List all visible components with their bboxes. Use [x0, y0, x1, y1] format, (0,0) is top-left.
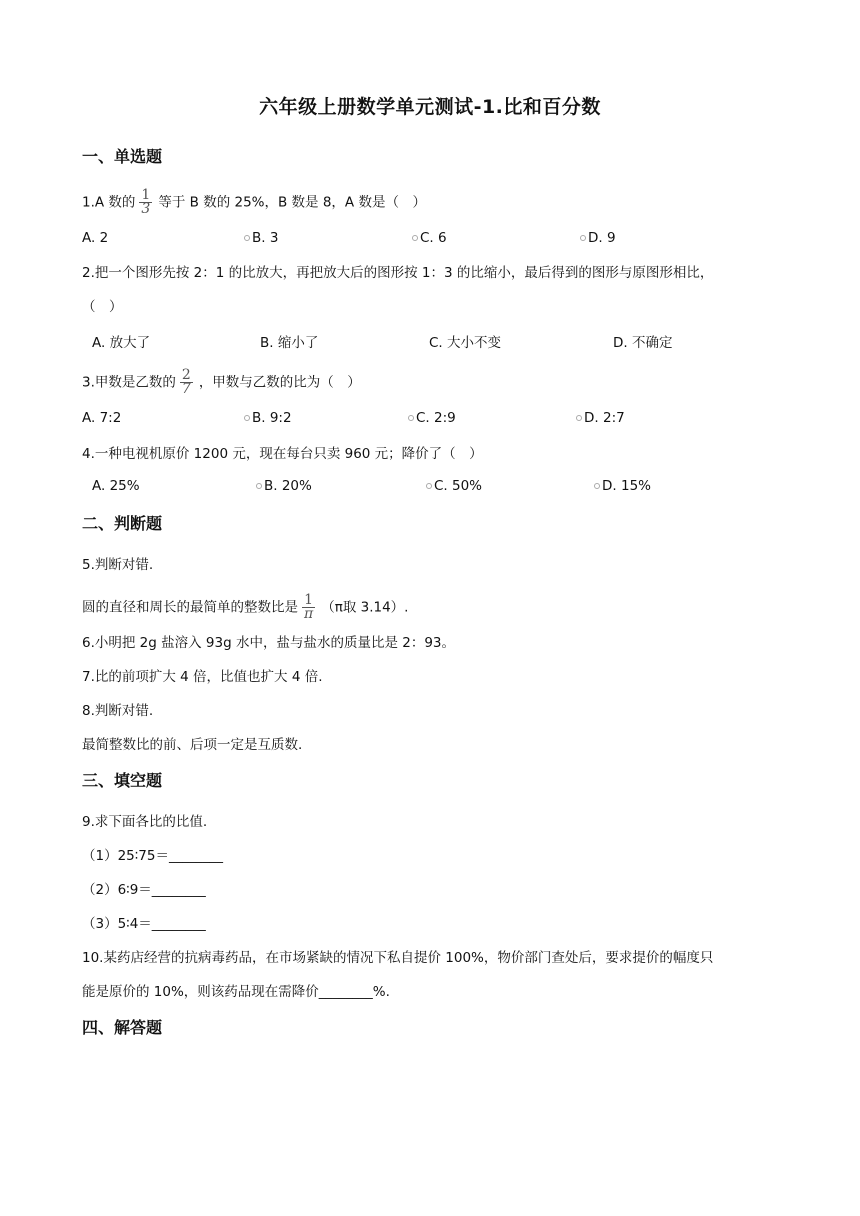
section-heading-single-choice: 一、单选题 [82, 147, 163, 166]
question-9-item-2: （2）6∶9＝________ [82, 882, 206, 898]
option-a[interactable]: A. 2 [82, 230, 109, 246]
option-c[interactable]: C. 6 [412, 230, 447, 246]
question-10-line-2: 能是原价的 10%，则该药品现在需降价________%. [82, 984, 390, 1000]
bullet-icon [244, 235, 250, 241]
option-c[interactable]: C. 2:9 [408, 410, 456, 426]
page-title: 六年级上册数学单元测试-1.比和百分数 [259, 96, 601, 118]
section-heading-fill-blank: 三、填空题 [82, 771, 163, 790]
question-3-options [82, 410, 782, 430]
bullet-icon [244, 415, 250, 421]
section-heading-answer: 四、解答题 [82, 1018, 163, 1037]
question-2-line-2: （ ） [82, 299, 123, 315]
bullet-icon [576, 415, 582, 421]
question-8: 最简整数比的前、后项一定是互质数. [82, 737, 303, 753]
bullet-icon [408, 415, 414, 421]
fraction-one-third: $\frac{1}{3}$ [141, 187, 151, 217]
bullet-icon [412, 235, 418, 241]
option-a[interactable]: A. 7:2 [82, 410, 122, 426]
section-heading-true-false: 二、判断题 [82, 514, 163, 533]
question-9-item-3: （3）5∶4＝________ [82, 916, 206, 932]
option-b[interactable]: B. 缩小了 [260, 335, 319, 351]
question-9-item-1: （1）25∶75＝________ [82, 848, 223, 864]
option-d[interactable]: D. 不确定 [613, 335, 673, 351]
option-c[interactable]: C. 大小不变 [429, 335, 502, 351]
option-a[interactable]: A. 放大了 [92, 335, 151, 351]
question-1-options [82, 230, 782, 250]
option-b[interactable]: B. 3 [244, 230, 278, 246]
bullet-icon [426, 483, 432, 489]
bullet-icon [580, 235, 586, 241]
question-4-options [92, 478, 792, 498]
question-10-line-1: 10.某药店经营的抗病毒药品，在市场紧缺的情况下私自提价 100%，物价部门查处后，要求提价的幅度只 [82, 950, 714, 966]
question-4: 4.一种电视机原价 1200 元，现在每台只卖 960 元；降价了（ ） [82, 446, 483, 462]
option-d[interactable]: D. 9 [580, 230, 616, 246]
question-6: 6.小明把 2g 盐溶入 93g 水中，盐与盐水的质量比是 2：93。 [82, 635, 456, 651]
bullet-icon [256, 483, 262, 489]
question-2-options [92, 331, 792, 351]
option-b[interactable]: B. 20% [256, 478, 312, 494]
bullet-icon [594, 483, 600, 489]
question-5: 圆的直径和周长的最简单的整数比是 $\frac{1}{\pi}$ （π取 3.14）. [82, 592, 409, 622]
question-3: 3.甲数是乙数的 $\frac{2}{7}$ ，甲数与乙数的比为（ ） [82, 367, 361, 397]
option-c[interactable]: C. 50% [426, 478, 482, 494]
question-7: 7.比的前项扩大 4 倍，比值也扩大 4 倍. [82, 669, 323, 685]
option-a[interactable]: A. 25% [92, 478, 140, 494]
question-5-intro: 5.判断对错. [82, 557, 154, 573]
fraction-one-over-pi: $\frac{1}{\pi}$ [304, 592, 314, 622]
option-b[interactable]: B. 9:2 [244, 410, 292, 426]
question-1: 1.A 数的 $\frac{1}{3}$ 等于 B 数的 25%，B 数是 8，A 数是（ ） [82, 187, 426, 217]
question-8-intro: 8.判断对错. [82, 703, 154, 719]
question-2-line-1: 2.把一个图形先按 2：1 的比放大，再把放大后的图形按 1：3 的比缩小，最后得到的图形与原图形相比， [82, 265, 714, 281]
option-d[interactable]: D. 15% [594, 478, 651, 494]
fraction-two-sevenths: $\frac{2}{7}$ [181, 367, 191, 397]
question-9-intro: 9.求下面各比的比值. [82, 814, 208, 830]
option-d[interactable]: D. 2:7 [576, 410, 625, 426]
